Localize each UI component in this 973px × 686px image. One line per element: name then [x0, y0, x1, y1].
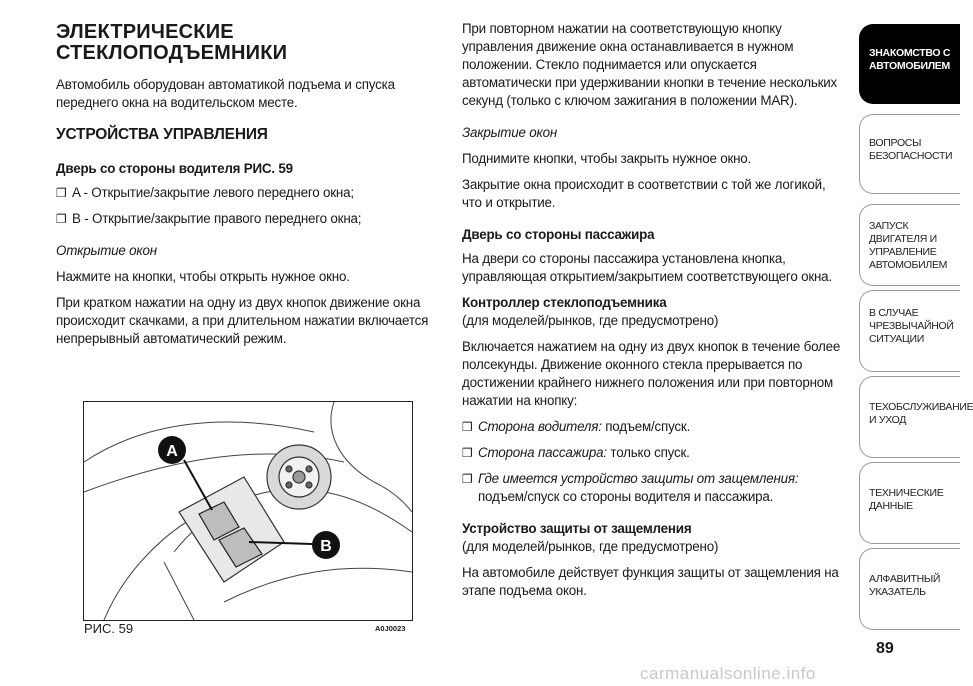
figure-caption: РИС. 59 — [84, 621, 134, 636]
window-switch-illustration — [84, 402, 412, 620]
controller-heading: Контроллер стеклоподъемника — [462, 295, 667, 310]
checkbox-icon: ❒ — [462, 446, 473, 460]
antipinch-heading: Устройство защиты от защемления — [462, 521, 692, 536]
tab-getting-to-know-car[interactable]: ЗНАКОМСТВО С АВТОМОБИЛЕМ — [859, 24, 960, 104]
checkbox-icon: ❒ — [56, 186, 67, 200]
passenger-door-heading: Дверь со стороны пассажира — [462, 227, 655, 242]
tab-safety[interactable]: ВОПРОСЫ БЕЗОПАСНОСТИ — [859, 114, 960, 194]
callout-b-label: B — [320, 538, 332, 555]
controller-paragraph: Включается нажатием на одну из двух кнопок в течение более полсекунды. Движение оконного стекла прерывается по достижении крайнего нижнего положения или при повторном нажатии на кнопку: — [462, 339, 841, 408]
list-item: ❒ A - Открытие/закрытие левого переднего окна; — [56, 185, 354, 200]
intro-paragraph: Автомобиль оборудован автоматикой подъема и спуска переднего окна на водительском месте. — [56, 77, 395, 110]
antipinch-subtitle: (для моделей/рынков, где предусмотрено) — [462, 539, 719, 554]
list-item: ❒ B - Открытие/закрытие правого переднего окна; — [56, 211, 362, 226]
list-item: ❒ Где имеется устройство защиты от защемления: подъем/спуск со стороны водителя и пассажира. — [462, 471, 799, 504]
right-column — [462, 20, 847, 608]
page-number: 89 — [876, 640, 894, 657]
tab-emergency[interactable]: В СЛУЧАЕ ЧРЕЗВЫЧАЙНОЙ СИТУАЦИИ — [859, 290, 960, 372]
figure-window-switches — [83, 401, 413, 621]
closing-heading: Закрытие окон — [462, 125, 558, 140]
driver-door-heading: Дверь со стороны водителя РИС. 59 — [56, 161, 293, 176]
tab-index[interactable]: АЛФАВИТНЫЙ УКАЗАТЕЛЬ — [859, 548, 960, 630]
antipinch-paragraph: На автомобиле действует функция защиты от защемления на этапе подъема окон. — [462, 565, 839, 598]
left-column — [56, 22, 441, 356]
opening-paragraph-1: Нажмите на кнопки, чтобы открыть нужное окно. — [56, 269, 350, 284]
mirror-control — [267, 445, 331, 509]
tab-maintenance[interactable]: ТЕХОБСЛУЖИВАНИЕ И УХОД — [859, 376, 960, 458]
opening-heading: Открытие окон — [56, 243, 157, 258]
passenger-paragraph: На двери со стороны пассажира установлена кнопка, управляющая открытием/закрытием соответствующего окна. — [462, 251, 832, 284]
checkbox-icon: ❒ — [56, 212, 67, 226]
tab-starting-and-driving[interactable]: ЗАПУСК ДВИГАТЕЛЯ И УПРАВЛЕНИЕ АВТОМОБИЛЕМ — [859, 204, 960, 286]
opening-paragraph-2: При кратком нажатии на одну из двух кнопок движение окна происходит скачками, а при длительном нажатии включается непрерывный автоматический режим. — [56, 295, 429, 346]
figure-code: A0J0023 — [375, 624, 406, 633]
watermark: carmanualsonline.info — [640, 664, 816, 683]
checkbox-icon: ❒ — [462, 420, 473, 434]
list-item: ❒ Сторона водителя: подъем/спуск. — [462, 419, 691, 434]
closing-paragraph-2: Закрытие окна происходит в соответствии с той же логикой, что и открытие. — [462, 177, 826, 210]
page-title: ЭЛЕКТРИЧЕСКИЕ СТЕКЛОПОДЪЕМНИКИ — [56, 21, 288, 64]
closing-paragraph-1: Поднимите кнопки, чтобы закрыть нужное окно. — [462, 151, 752, 166]
tab-technical-data[interactable]: ТЕХНИЧЕСКИЕ ДАННЫЕ — [859, 462, 960, 544]
controller-subtitle: (для моделей/рынков, где предусмотрено) — [462, 313, 719, 328]
list-item: ❒ Сторона пассажира: только спуск. — [462, 445, 690, 460]
repeat-press-paragraph: При повторном нажатии на соответствующую кнопку управления движение окна останавливается в нужном положении. Стекло поднимается или опускается автоматически при удерживании кнопки в течение нескольких секунд (только с ключом зажигания в положении MAR). — [462, 21, 838, 108]
section-title: УСТРОЙСТВА УПРАВЛЕНИЯ — [56, 126, 268, 143]
callout-a-label: A — [166, 443, 178, 460]
checkbox-icon: ❒ — [462, 472, 473, 486]
